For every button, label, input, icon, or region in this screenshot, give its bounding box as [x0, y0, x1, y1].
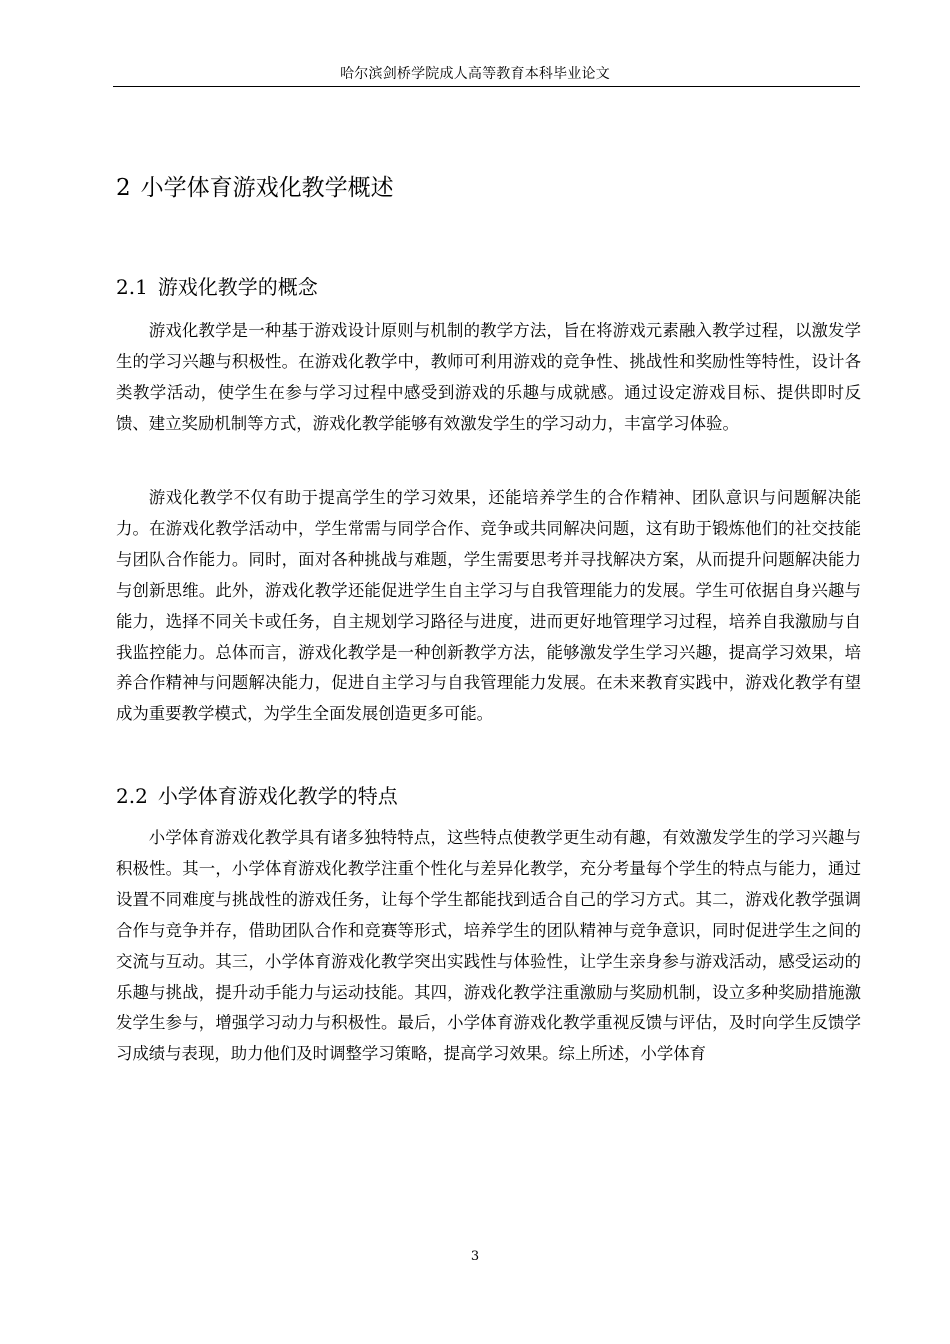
chapter-number: 2: [116, 175, 131, 201]
chapter-heading: [116, 173, 394, 203]
section-heading-2-2: [116, 782, 398, 810]
section-number: 2.2: [116, 784, 148, 808]
running-header: 哈尔滨剑桥学院成人高等教育本科毕业论文: [340, 66, 610, 82]
body-paragraph: 小学体育游戏化教学具有诸多独特特点，这些特点使教学更生动有趣，有效激发学生的学习兴趣与积极性。其一，小学体育游戏化教学注重个性化与差异化教学，充分考量每个学生的特点与能力，通过设置不同难度与挑战性的游戏任务，让每个学生都能找到适合自己的学习方式。其二，游戏化教学强调合作与竞争并存，借助团队合作和竞赛等形式，培养学生的团队精神与竞争意识，同时促进学生之间的交流与互动。其三，小学体育游戏化教学突出实践性与体验性，让学生亲身参与游戏活动，感受运动的乐趣与挑战，提升动手能力与运动技能。其四，游戏化教学注重激励与奖励机制，设立多种奖励措施激发学生参与，增强学习动力与积极性。最后，小学体育游戏化教学重视反馈与评估，及时向学生反馈学习成绩与表现，助力他们及时调整学习策略，提高学习效果。综上所述，小学体育: [116, 828, 861, 1064]
body-paragraph: 游戏化教学不仅有助于提高学生的学习效果，还能培养学生的合作精神、团队意识与问题解决能力。在游戏化教学活动中，学生常需与同学合作、竞争或共同解决问题，这有助于锻炼他们的社交技能与团队合作能力。同时，面对各种挑战与难题，学生需要思考并寻找解决方案，从而提升问题解决能力与创新思维。此外，游戏化教学还能促进学生自主学习与自我管理能力的发展。学生可依据自身兴趣与能力，选择不同关卡或任务，自主规划学习路径与进度，进而更好地管理学习过程，培养自我激励与自我监控能力。总体而言，游戏化教学是一种创新教学方法，能够激发学生学习兴趣，提高学习效果，培养合作精神与问题解决能力，促进自主学习与自我管理能力发展。在未来教育实践中，游戏化教学有望成为重要教学模式，为学生全面发展创造更多可能。: [116, 488, 861, 724]
page-number: 3: [470, 1249, 480, 1264]
section-title: 游戏化教学的概念: [157, 275, 318, 299]
chapter-title: 小学体育游戏化教学概述: [140, 175, 394, 201]
body-paragraph: 游戏化教学是一种基于游戏设计原则与机制的教学方法，旨在将游戏元素融入教学过程，以激发学生的学习兴趣与积极性。在游戏化教学中，教师可利用游戏的竞争性、挑战性和奖励性等特性，设计各类教学活动，使学生在参与学习过程中感受到游戏的乐趣与成就感。通过设定游戏目标、提供即时反馈、建立奖励机制等方式，游戏化教学能够有效激发学生的学习动力，丰富学习体验。: [116, 321, 861, 433]
section-number: 2.1: [116, 275, 148, 299]
section-heading-2-1: [116, 273, 318, 301]
header-divider: [113, 86, 860, 87]
section-title: 小学体育游戏化教学的特点: [157, 784, 398, 808]
